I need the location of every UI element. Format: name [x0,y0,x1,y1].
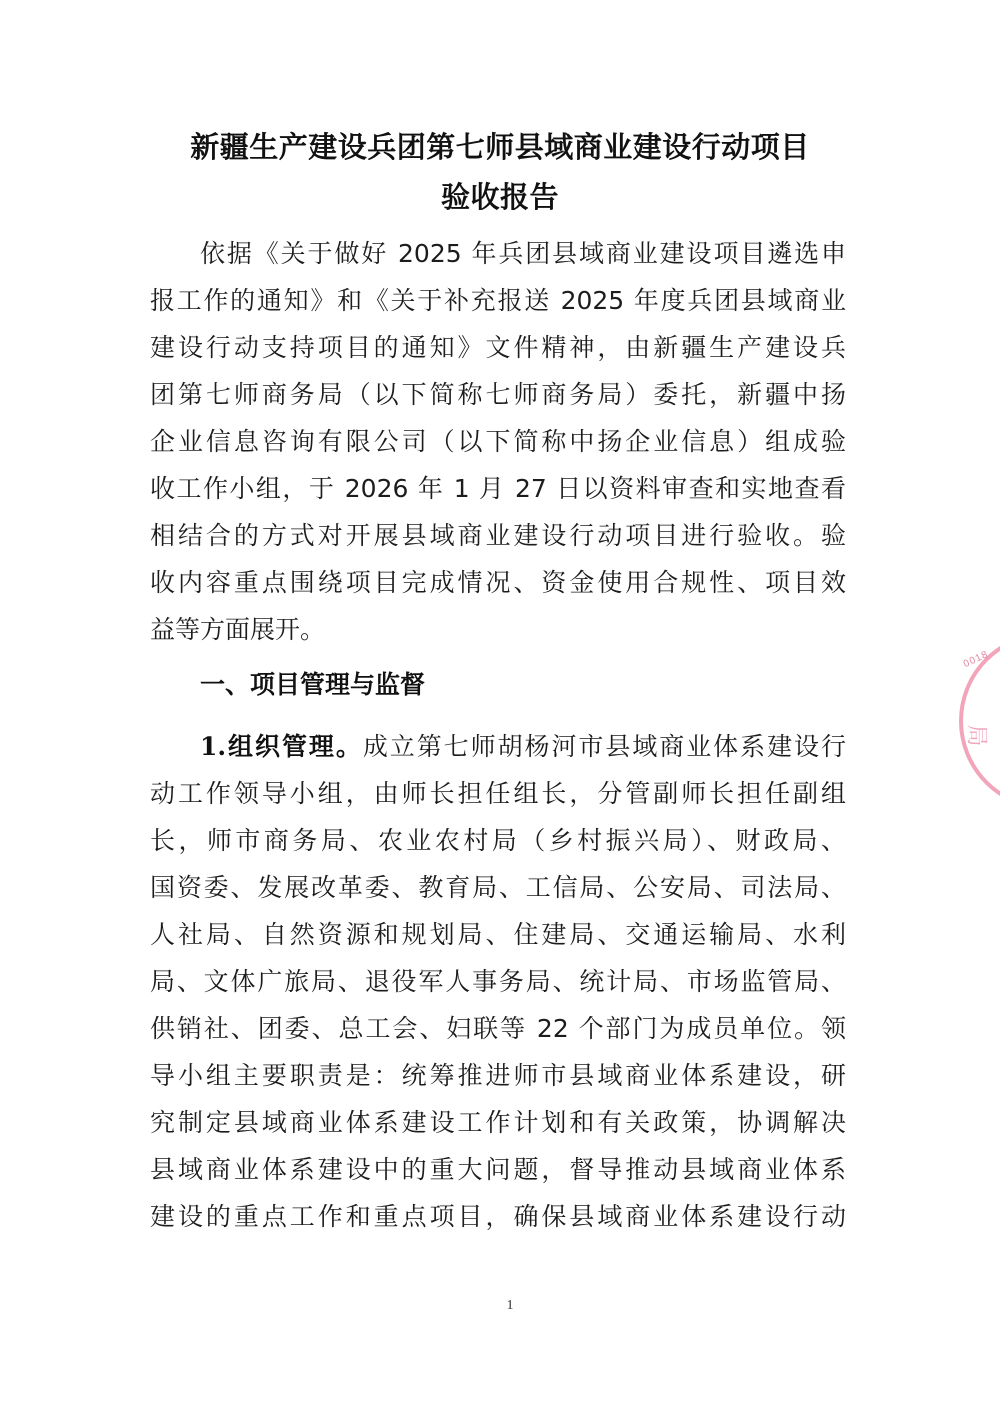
body-line: 县域商业体系建设中的重大问题，督导推动县域商业体系 [150,1155,846,1184]
intro-line: 依据《关于做好 2025 年兵团县域商业建设项目遴选申 [200,239,846,268]
document-title-line-2: 验收报告 [440,180,559,214]
body-line: 导小组主要职责是：统筹推进师市县域商业体系建设，研 [150,1061,846,1090]
body-line: 供销社、团委、总工会、妇联等 22 个部门为成员单位。领 [150,1014,846,1043]
document-title-line-1: 新疆生产建设兵团第七师县域商业建设行动项目 [190,130,810,164]
subsection-lead-label: 1.组织管理。 [200,732,363,761]
section-heading: 一、项目管理与监督 [200,670,426,699]
intro-line: 报工作的通知》和《关于补充报送 2025 年度兵团县域商业 [150,286,846,315]
subsection-first-line-text: 成立第七师胡杨河市县域商业体系建设行 [362,732,846,761]
subsection-first-line [200,730,846,764]
intro-line: 收工作小组，于 2026 年 1 月 27 日以资料审查和实地查看 [150,474,846,503]
intro-line: 团第七师商务局（以下简称七师商务局）委托，新疆中扬 [150,380,846,409]
body-line: 国资委、发展改革委、教育局、工信局、公安局、司法局、 [150,873,846,902]
body-line: 人社局、自然资源和规划局、住建局、交通运输局、水利 [150,920,846,949]
body-line: 建设的重点工作和重点项目，确保县域商业体系建设行动 [150,1202,846,1231]
intro-line: 建设行动支持项目的通知》文件精神，由新疆生产建设兵 [150,333,846,362]
intro-line: 企业信息咨询有限公司（以下简称中扬企业信息）组成验 [150,427,846,456]
body-line: 究制定县域商业体系建设工作计划和有关政策，协调解决 [150,1108,846,1137]
seal-ring [959,632,1000,810]
page-number: 1 [506,1298,514,1313]
seal-glyph: 局 [963,724,989,747]
intro-line: 相结合的方式对开展县域商业建设行动项目进行验收。验 [150,521,846,550]
intro-line: 收内容重点围绕项目完成情况、资金使用合规性、项目效 [150,568,846,597]
body-line: 长，师市商务局、农业农村局（乡村振兴局）、财政局、 [150,826,846,855]
body-line: 局、文体广旅局、退役军人事务局、统计局、市场监管局、 [150,967,846,996]
intro-line: 益等方面展开。 [150,615,326,644]
official-seal-stamp [955,630,1000,810]
body-line: 动工作领导小组，由师长担任组长，分管副师长担任副组 [150,779,846,808]
seal-number-text: 0018 [961,648,991,671]
